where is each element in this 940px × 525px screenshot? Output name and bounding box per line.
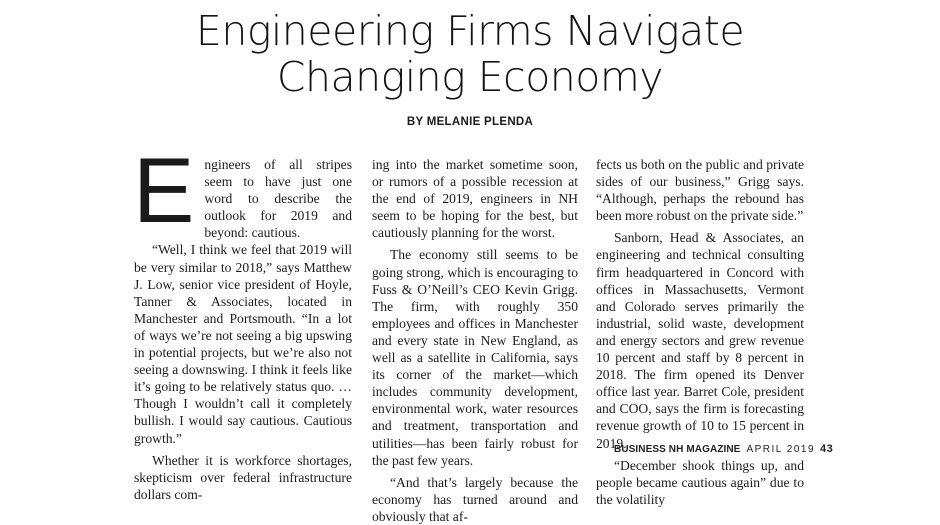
paragraph: “And that’s largely because the economy has turned around and obviously that af- <box>372 474 578 524</box>
text-column-1 <box>133 140 352 503</box>
paragraph <box>133 140 352 242</box>
paragraph: ing into the market sometime soon, or rumors of a possible recession at the end of 2019, engineers in NH seem to be hoping for the best, but cautiously planning for the worst. <box>372 157 578 241</box>
headline-line-2: Changing Economy <box>276 53 664 101</box>
article-headline <box>0 8 940 100</box>
issue-date: APRIL 2019 <box>746 444 816 455</box>
byline: BY MELANIE PLENDA <box>406 116 534 128</box>
paragraph: “Well, I think we feel that 2019 will be very similar to 2018,” says Matthew J. Low, senior vice president of Hoyle, Tanner & Associates, located in Manchester and Portsmouth. “In a lot of ways we’re not seeing a big upswing in potential projects, but we’re also not seeing a downswing. I think it feels like it’s going to be relatively status quo. … Though I wouldn’t call it completely bullish. I would say cautious. Cautious growth.” <box>134 242 352 446</box>
page-footer <box>614 443 834 455</box>
text-column-2 <box>372 156 578 525</box>
paragraph: “December shook things up, and people became cautious again” due to the volatility <box>596 457 804 507</box>
text-column-3 <box>596 156 804 508</box>
paragraph: The economy still seems to be going strong, which is encouraging to Fuss & O’Neill’s CEO Kevin Grigg. The firm, with roughly 350 employees and offices in Manchester and every state in New England, as well as a satellite in California, says its corner of the market—which includes community development, environmental work, water resources and treatment, transportation and utilities—has been fairly robust for the past few years. <box>372 247 578 468</box>
page-number: 43 <box>820 443 834 455</box>
paragraph: Sanborn, Head & Associates, an engineering and technical consulting firm headquartered in Concord with offices in Massachusetts, Vermont and Colorado serves primarily the industrial, solid waste, development and energy sectors and grew revenue 10 percent and staff by 8 percent in 2018. The firm opened its Denver office last year. Barret Cole, president and COO, says the firm is forecasting revenue growth of 10 to 15 percent in 2019. <box>596 230 804 451</box>
magazine-name: BUSINESS NH MAGAZINE <box>614 444 741 455</box>
paragraph: fects us both on the public and private sides of our business,” Grigg says. “Although, perhaps the rebound has been more robust on the private side.” <box>596 157 804 224</box>
paragraph: Whether it is workforce shortages, skepticism over federal infrastructure dollars com- <box>134 452 352 502</box>
drop-cap: E <box>133 140 195 242</box>
headline-line-1: Engineering Firms Navigate <box>195 7 745 55</box>
paragraph-text: ngineers of all stripes seem to have just one word to describe the outlook for 2019 and beyond: cautious. <box>204 157 352 241</box>
